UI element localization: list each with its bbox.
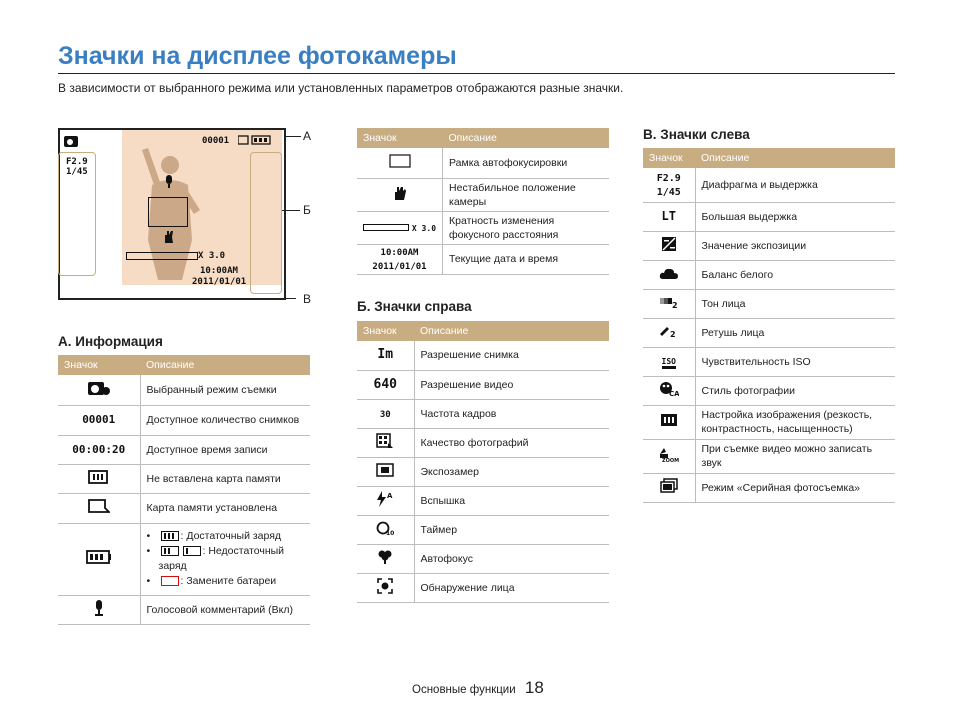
row-desc: Доступное время записи xyxy=(140,435,310,464)
callout-b: Б xyxy=(303,203,311,217)
row-desc: Диафрагма и выдержка xyxy=(695,168,895,202)
table-row xyxy=(357,178,609,211)
col-icon-header: Значок xyxy=(58,355,140,375)
col-desc-header: Описание xyxy=(695,148,895,168)
memory-card-icon xyxy=(88,499,110,513)
row-desc: Доступное количество снимков xyxy=(140,405,310,435)
svg-text:CA: CA xyxy=(668,389,679,397)
battery-low-text: Недостаточный заряд xyxy=(158,545,285,572)
row-desc: Карта памяти установлена xyxy=(140,493,310,523)
table-row xyxy=(643,318,895,347)
section-a-heading: А. Информация xyxy=(58,334,163,349)
date-icon: 2011/01/01 xyxy=(372,262,427,272)
face-retouch-icon xyxy=(659,324,679,338)
shake-icon xyxy=(392,185,408,201)
table-row xyxy=(357,573,609,602)
row-desc: Нестабильное положение камеры xyxy=(443,178,609,211)
svg-text:10: 10 xyxy=(386,529,395,536)
row-desc: Вспышка xyxy=(414,486,609,515)
zoom-sound-icon xyxy=(658,446,680,462)
osd-shutter: 1/45 xyxy=(66,167,88,177)
col-icon-header: Значок xyxy=(357,321,414,341)
table-row xyxy=(643,260,895,289)
microphone-icon xyxy=(93,600,105,616)
row-desc: Голосовой комментарий (Вкл) xyxy=(140,595,310,624)
no-memory-card-icon xyxy=(88,470,110,484)
right-icons-bracket xyxy=(250,152,282,294)
resolution-icon: Im xyxy=(377,347,394,363)
footer-section: Основные функции xyxy=(412,684,516,696)
section-c-heading: В. Значки слева xyxy=(643,127,750,142)
row-desc: Обнаружение лица xyxy=(414,573,609,602)
col-icon-header: Значок xyxy=(643,148,695,168)
svg-text:2: 2 xyxy=(669,329,676,338)
center-table xyxy=(357,128,609,275)
row-desc: Не вставлена карта памяти xyxy=(140,464,310,493)
photo-style-icon xyxy=(659,381,679,397)
face-tone-icon xyxy=(659,295,679,309)
table-row xyxy=(357,428,609,457)
zoom-bar xyxy=(126,252,198,260)
section-b-heading: Б. Значки справа xyxy=(357,299,472,314)
section-b-table xyxy=(357,321,609,603)
video-resolution-icon: 640 xyxy=(373,376,397,392)
row-desc: Тон лица xyxy=(695,289,895,318)
battery-empty-item: • : Замените батареи xyxy=(147,574,305,589)
battery-full-text: Достаточный заряд xyxy=(186,530,282,542)
row-desc: Разрешение снимка xyxy=(414,341,609,370)
row-desc: Настройка изображения (резкость, контрастность, насыщенность) xyxy=(695,405,895,439)
table-row xyxy=(643,289,895,318)
section-a-table xyxy=(58,355,310,625)
white-balance-icon xyxy=(659,266,679,280)
long-exposure-icon: LT xyxy=(661,208,676,223)
row-desc: Экспозамер xyxy=(414,457,609,486)
image-adjust-icon xyxy=(660,412,678,428)
page-subtitle: В зависимости от выбранного режима или установленных параметров отображаются разные значки. xyxy=(58,81,624,95)
table-row xyxy=(643,473,895,502)
table-row xyxy=(58,493,310,523)
left-icons-bracket xyxy=(58,152,96,276)
col-desc-header: Описание xyxy=(140,355,310,375)
frame-rate-icon: 30 xyxy=(379,409,391,420)
row-desc: Частота кадров xyxy=(414,399,609,428)
svg-text:A: A xyxy=(387,491,393,500)
iso-icon: ISO xyxy=(662,358,676,369)
col-icon-header: Значок xyxy=(357,128,443,148)
row-desc: Баланс белого xyxy=(695,260,895,289)
flash-icon xyxy=(375,491,395,507)
ev-icon xyxy=(661,236,677,252)
table-row xyxy=(357,457,609,486)
row-desc: Большая выдержка xyxy=(695,202,895,231)
row-desc: Таймер xyxy=(414,515,609,544)
row-desc: Значение экспозиции xyxy=(695,231,895,260)
camera-mode-icon xyxy=(88,380,110,396)
table-row xyxy=(357,515,609,544)
shot-count-icon: 00001 xyxy=(82,413,116,426)
row-desc: Чувствительность ISO xyxy=(695,347,895,376)
row-desc: Качество фотографий xyxy=(414,428,609,457)
table-row xyxy=(643,168,895,202)
osd-shot-count: 00001 xyxy=(202,136,230,146)
timer-icon xyxy=(376,520,394,536)
table-row xyxy=(58,595,310,624)
macro-icon xyxy=(377,549,393,565)
page-footer xyxy=(412,678,544,698)
osd-date: 2011/01/01 xyxy=(192,277,247,287)
label-b-line xyxy=(282,210,300,211)
microphone-icon xyxy=(163,175,175,189)
table-row xyxy=(357,370,609,399)
row-desc: Рамка автофокусировки xyxy=(443,148,609,178)
table-row xyxy=(58,435,310,464)
aperture-icon: F2.9 xyxy=(656,172,681,184)
table-row xyxy=(58,405,310,435)
time-icon: 10:00AM xyxy=(380,248,419,258)
row-desc: Разрешение видео xyxy=(414,370,609,399)
row-desc: Стиль фотографии xyxy=(695,376,895,405)
record-time-icon: 00:00:20 xyxy=(72,442,126,456)
table-row xyxy=(643,231,895,260)
table-row xyxy=(643,405,895,439)
title-divider xyxy=(58,73,895,74)
metering-icon xyxy=(376,463,394,477)
label-a-line xyxy=(285,136,301,137)
svg-text:ZOOM: ZOOM xyxy=(661,458,679,462)
osd-aperture: F2.9 xyxy=(66,157,88,167)
osd-card-battery xyxy=(238,135,272,145)
table-row xyxy=(357,341,609,370)
label-c-line xyxy=(66,298,296,299)
shutter-icon: 1/45 xyxy=(656,186,681,198)
table-row xyxy=(643,439,895,473)
page-number: 18 xyxy=(524,678,544,697)
table-row xyxy=(58,523,310,595)
row-desc: При съемке видео можно записать звук xyxy=(695,439,895,473)
osd-zoom: X 3.0 xyxy=(198,251,226,261)
table-row xyxy=(643,202,895,231)
row-desc: Кратность изменения фокусного расстояния xyxy=(443,211,609,244)
zoom-bar-icon xyxy=(363,224,409,231)
row-desc: Выбранный режим съемки xyxy=(140,375,310,405)
battery-empty-text: Замените батареи xyxy=(186,575,277,587)
col-desc-header: Описание xyxy=(414,321,609,341)
table-row xyxy=(357,399,609,428)
col-desc-header: Описание xyxy=(443,128,609,148)
battery-low-item: • : Недостаточный заряд xyxy=(147,544,305,574)
face-detect-icon xyxy=(377,578,393,594)
callout-a: А xyxy=(303,129,312,143)
page-title: Значки на дисплее фотокамеры xyxy=(58,42,457,70)
table-row xyxy=(58,464,310,493)
burst-icon xyxy=(660,478,678,494)
battery-icon xyxy=(86,550,112,564)
shake-icon xyxy=(163,230,175,244)
row-desc: Режим «Серийная фотосъемка» xyxy=(695,473,895,502)
svg-text:2: 2 xyxy=(671,300,678,309)
table-row xyxy=(643,347,895,376)
row-desc: Текущие дата и время xyxy=(443,244,609,274)
row-desc: Ретушь лица xyxy=(695,318,895,347)
table-row xyxy=(357,486,609,515)
af-frame xyxy=(148,197,188,227)
row-desc: Автофокус xyxy=(414,544,609,573)
camera-mode-icon xyxy=(64,134,78,148)
zoom-value-icon: X 3.0 xyxy=(411,223,437,233)
table-row xyxy=(357,544,609,573)
af-frame-icon xyxy=(389,154,411,168)
battery-full-item: • : Достаточный заряд xyxy=(147,529,305,544)
quality-icon xyxy=(376,433,394,449)
table-row xyxy=(357,211,609,244)
table-row xyxy=(357,148,609,178)
section-c-table xyxy=(643,148,895,503)
camera-display-preview xyxy=(58,128,286,300)
osd-time: 10:00AM xyxy=(200,266,238,276)
table-row xyxy=(357,244,609,274)
table-row xyxy=(643,376,895,405)
table-row xyxy=(58,375,310,405)
callout-c: В xyxy=(303,292,312,306)
